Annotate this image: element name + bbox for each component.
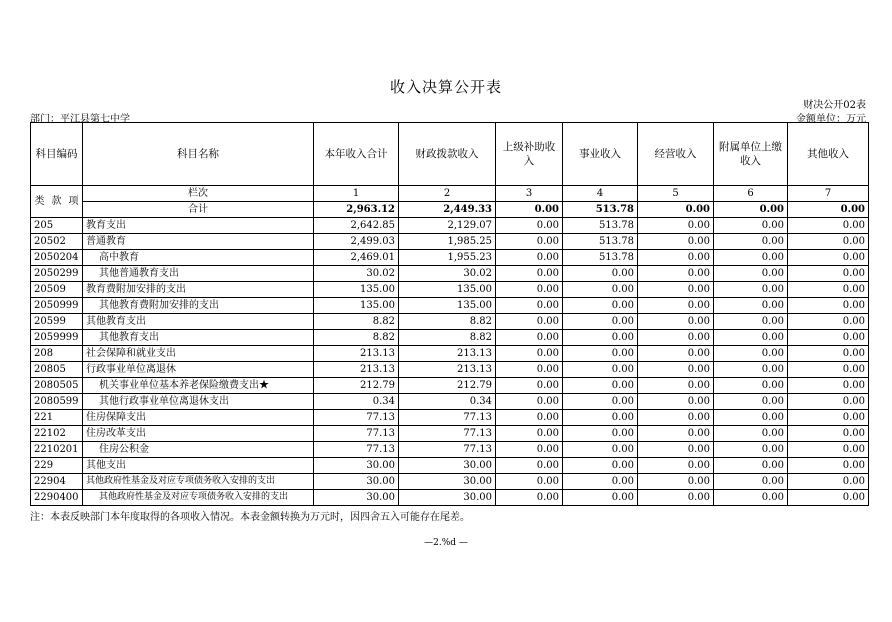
row-code: 20509 bbox=[31, 282, 83, 298]
row-value-3: 0.00 bbox=[496, 362, 563, 378]
row-value-6: 0.00 bbox=[714, 474, 788, 490]
row-name: 其他政府性基金及对应专项债务收入安排的支出 bbox=[83, 490, 314, 506]
row-code: 2059999 bbox=[31, 330, 83, 346]
lanci-num-2: 2 bbox=[399, 186, 496, 202]
row-code: 20599 bbox=[31, 314, 83, 330]
row-value-3: 0.00 bbox=[496, 474, 563, 490]
row-value-5: 0.00 bbox=[638, 394, 714, 410]
row-value-7: 0.00 bbox=[788, 362, 869, 378]
total-value-7: 0.00 bbox=[788, 202, 869, 218]
row-value-1: 213.13 bbox=[314, 362, 399, 378]
row-value-7: 0.00 bbox=[788, 378, 869, 394]
row-value-3: 0.00 bbox=[496, 394, 563, 410]
row-code: 208 bbox=[31, 346, 83, 362]
row-name: 社会保障和就业支出 bbox=[83, 346, 314, 362]
row-value-4: 0.00 bbox=[563, 442, 638, 458]
row-name: 教育费附加安排的支出 bbox=[83, 282, 314, 298]
row-value-3: 0.00 bbox=[496, 410, 563, 426]
header-col-6: 附属单位上缴收入 bbox=[714, 123, 788, 186]
row-value-2: 8.82 bbox=[399, 330, 496, 346]
total-value-4: 513.78 bbox=[563, 202, 638, 218]
row-value-2: 212.79 bbox=[399, 378, 496, 394]
row-value-6: 0.00 bbox=[714, 426, 788, 442]
row-value-2: 8.82 bbox=[399, 314, 496, 330]
row-value-3: 0.00 bbox=[496, 346, 563, 362]
total-row bbox=[31, 202, 869, 218]
row-value-1: 77.13 bbox=[314, 426, 399, 442]
row-value-5: 0.00 bbox=[638, 298, 714, 314]
row-value-5: 0.00 bbox=[638, 458, 714, 474]
row-name: 行政事业单位离退休 bbox=[83, 362, 314, 378]
row-value-3: 0.00 bbox=[496, 490, 563, 506]
row-value-3: 0.00 bbox=[496, 426, 563, 442]
lanci-num-4: 4 bbox=[563, 186, 638, 202]
table-row bbox=[31, 314, 869, 330]
row-value-1: 2,499.03 bbox=[314, 234, 399, 250]
row-value-2: 30.02 bbox=[399, 266, 496, 282]
total-value-1: 2,963.12 bbox=[314, 202, 399, 218]
row-value-3: 0.00 bbox=[496, 266, 563, 282]
lei-kuan-xiang-cell bbox=[31, 186, 83, 218]
row-value-1: 30.00 bbox=[314, 474, 399, 490]
row-value-7: 0.00 bbox=[788, 282, 869, 298]
row-value-7: 0.00 bbox=[788, 410, 869, 426]
row-code: 2050299 bbox=[31, 266, 83, 282]
row-value-3: 0.00 bbox=[496, 314, 563, 330]
income-table bbox=[30, 122, 869, 506]
row-value-1: 0.34 bbox=[314, 394, 399, 410]
row-value-4: 0.00 bbox=[563, 314, 638, 330]
table-row bbox=[31, 218, 869, 234]
row-value-7: 0.00 bbox=[788, 234, 869, 250]
page-title: 收入决算公开表 bbox=[389, 78, 502, 96]
row-value-5: 0.00 bbox=[638, 490, 714, 506]
row-value-1: 212.79 bbox=[314, 378, 399, 394]
table-row bbox=[31, 394, 869, 410]
row-value-7: 0.00 bbox=[788, 298, 869, 314]
table-row bbox=[31, 330, 869, 346]
row-value-6: 0.00 bbox=[714, 250, 788, 266]
row-code: 20502 bbox=[31, 234, 83, 250]
table-row bbox=[31, 362, 869, 378]
row-value-7: 0.00 bbox=[788, 218, 869, 234]
department-label: 部门：平江县第七中学 bbox=[30, 114, 130, 125]
form-code: 财决公开02表 bbox=[803, 100, 866, 111]
row-name: 其他行政事业单位离退休支出 bbox=[83, 394, 314, 410]
row-value-4: 0.00 bbox=[563, 474, 638, 490]
row-value-7: 0.00 bbox=[788, 458, 869, 474]
row-value-7: 0.00 bbox=[788, 314, 869, 330]
lanci-num-1: 1 bbox=[314, 186, 399, 202]
row-value-5: 0.00 bbox=[638, 474, 714, 490]
table-row bbox=[31, 378, 869, 394]
row-value-1: 30.02 bbox=[314, 266, 399, 282]
row-value-2: 213.13 bbox=[399, 362, 496, 378]
footnote: 注：本表反映部门本年度取得的各项收入情况。本表金额转换为万元时，因四舍五入可能存在尾差。 bbox=[30, 512, 470, 523]
table-row bbox=[31, 410, 869, 426]
row-value-2: 1,985.25 bbox=[399, 234, 496, 250]
table-row bbox=[31, 234, 869, 250]
row-value-2: 77.13 bbox=[399, 442, 496, 458]
row-value-4: 0.00 bbox=[563, 426, 638, 442]
header-col-1: 本年收入合计 bbox=[314, 123, 399, 186]
row-value-6: 0.00 bbox=[714, 266, 788, 282]
row-value-1: 77.13 bbox=[314, 410, 399, 426]
row-code: 2290400 bbox=[31, 490, 83, 506]
row-name: 机关事业单位基本养老保险缴费支出★ bbox=[83, 378, 314, 394]
row-code: 2050999 bbox=[31, 298, 83, 314]
table-row bbox=[31, 298, 869, 314]
row-value-7: 0.00 bbox=[788, 442, 869, 458]
header-row bbox=[31, 123, 869, 186]
header-col-4: 事业收入 bbox=[563, 123, 638, 186]
row-value-4: 513.78 bbox=[563, 250, 638, 266]
row-name: 其他教育支出 bbox=[83, 314, 314, 330]
row-value-6: 0.00 bbox=[714, 330, 788, 346]
row-value-6: 0.00 bbox=[714, 282, 788, 298]
row-value-1: 135.00 bbox=[314, 298, 399, 314]
unit-label: 金额单位：万元 bbox=[796, 114, 866, 125]
row-value-1: 213.13 bbox=[314, 346, 399, 362]
row-value-1: 2,469.01 bbox=[314, 250, 399, 266]
total-value-6: 0.00 bbox=[714, 202, 788, 218]
row-value-6: 0.00 bbox=[714, 234, 788, 250]
lanci-label: 栏次 bbox=[83, 186, 314, 202]
row-code: 2050204 bbox=[31, 250, 83, 266]
row-value-1: 135.00 bbox=[314, 282, 399, 298]
row-value-3: 0.00 bbox=[496, 218, 563, 234]
row-value-2: 30.00 bbox=[399, 458, 496, 474]
row-value-4: 0.00 bbox=[563, 282, 638, 298]
row-value-3: 0.00 bbox=[496, 282, 563, 298]
row-value-6: 0.00 bbox=[714, 490, 788, 506]
header-col-2: 财政拨款收入 bbox=[399, 123, 496, 186]
row-value-4: 0.00 bbox=[563, 378, 638, 394]
header-code: 科目编码 bbox=[31, 123, 83, 186]
row-value-6: 0.00 bbox=[714, 346, 788, 362]
lanci-num-5: 5 bbox=[638, 186, 714, 202]
row-code: 2080599 bbox=[31, 394, 83, 410]
kuan-label: 款 bbox=[51, 196, 62, 207]
row-value-4: 0.00 bbox=[563, 346, 638, 362]
row-name: 住房保障支出 bbox=[83, 410, 314, 426]
row-value-5: 0.00 bbox=[638, 426, 714, 442]
row-value-2: 213.13 bbox=[399, 346, 496, 362]
row-value-6: 0.00 bbox=[714, 394, 788, 410]
row-value-7: 0.00 bbox=[788, 346, 869, 362]
table-row bbox=[31, 282, 869, 298]
row-name: 高中教育 bbox=[83, 250, 314, 266]
total-label: 合计 bbox=[83, 202, 314, 218]
table-row bbox=[31, 458, 869, 474]
row-value-4: 0.00 bbox=[563, 330, 638, 346]
header-col-3: 上级补助收入 bbox=[496, 123, 563, 186]
row-name: 住房公积金 bbox=[83, 442, 314, 458]
row-name: 其他教育费附加安排的支出 bbox=[83, 298, 314, 314]
lanci-num-7: 7 bbox=[788, 186, 869, 202]
row-code: 22102 bbox=[31, 426, 83, 442]
total-value-3: 0.00 bbox=[496, 202, 563, 218]
row-value-2: 77.13 bbox=[399, 410, 496, 426]
row-value-2: 30.00 bbox=[399, 490, 496, 506]
total-value-5: 0.00 bbox=[638, 202, 714, 218]
table-row bbox=[31, 474, 869, 490]
lanci-num-3: 3 bbox=[496, 186, 563, 202]
row-value-5: 0.00 bbox=[638, 362, 714, 378]
header-name: 科目名称 bbox=[83, 123, 314, 186]
row-name: 普通教育 bbox=[83, 234, 314, 250]
row-value-2: 0.34 bbox=[399, 394, 496, 410]
row-value-5: 0.00 bbox=[638, 234, 714, 250]
row-value-5: 0.00 bbox=[638, 442, 714, 458]
page-number: —2.%d — bbox=[424, 538, 468, 548]
row-value-2: 30.00 bbox=[399, 474, 496, 490]
table-row bbox=[31, 426, 869, 442]
row-value-7: 0.00 bbox=[788, 250, 869, 266]
row-value-4: 0.00 bbox=[563, 458, 638, 474]
row-value-1: 30.00 bbox=[314, 458, 399, 474]
row-code: 22904 bbox=[31, 474, 83, 490]
row-value-3: 0.00 bbox=[496, 250, 563, 266]
row-value-4: 513.78 bbox=[563, 234, 638, 250]
table-row bbox=[31, 266, 869, 282]
row-value-3: 0.00 bbox=[496, 442, 563, 458]
row-value-2: 2,129.07 bbox=[399, 218, 496, 234]
row-code: 205 bbox=[31, 218, 83, 234]
row-value-7: 0.00 bbox=[788, 330, 869, 346]
row-value-7: 0.00 bbox=[788, 474, 869, 490]
row-code: 2080505 bbox=[31, 378, 83, 394]
row-value-3: 0.00 bbox=[496, 298, 563, 314]
row-value-2: 77.13 bbox=[399, 426, 496, 442]
lanci-row bbox=[31, 186, 869, 202]
row-value-6: 0.00 bbox=[714, 314, 788, 330]
row-value-5: 0.00 bbox=[638, 250, 714, 266]
row-value-7: 0.00 bbox=[788, 266, 869, 282]
row-value-5: 0.00 bbox=[638, 346, 714, 362]
row-code: 221 bbox=[31, 410, 83, 426]
row-value-1: 2,642.85 bbox=[314, 218, 399, 234]
row-value-1: 30.00 bbox=[314, 490, 399, 506]
row-name: 其他支出 bbox=[83, 458, 314, 474]
row-value-6: 0.00 bbox=[714, 410, 788, 426]
row-value-6: 0.00 bbox=[714, 442, 788, 458]
row-code: 2210201 bbox=[31, 442, 83, 458]
row-value-6: 0.00 bbox=[714, 298, 788, 314]
row-value-4: 513.78 bbox=[563, 218, 638, 234]
row-value-5: 0.00 bbox=[638, 218, 714, 234]
row-value-6: 0.00 bbox=[714, 378, 788, 394]
row-value-5: 0.00 bbox=[638, 266, 714, 282]
row-value-3: 0.00 bbox=[496, 330, 563, 346]
row-value-6: 0.00 bbox=[714, 218, 788, 234]
row-value-6: 0.00 bbox=[714, 362, 788, 378]
row-value-1: 77.13 bbox=[314, 442, 399, 458]
table-row bbox=[31, 250, 869, 266]
row-value-2: 135.00 bbox=[399, 298, 496, 314]
row-value-5: 0.00 bbox=[638, 378, 714, 394]
row-value-3: 0.00 bbox=[496, 458, 563, 474]
total-value-2: 2,449.33 bbox=[399, 202, 496, 218]
row-value-2: 135.00 bbox=[399, 282, 496, 298]
row-value-7: 0.00 bbox=[788, 490, 869, 506]
row-value-4: 0.00 bbox=[563, 394, 638, 410]
row-value-6: 0.00 bbox=[714, 458, 788, 474]
row-value-5: 0.00 bbox=[638, 410, 714, 426]
row-value-7: 0.00 bbox=[788, 394, 869, 410]
row-name: 教育支出 bbox=[83, 218, 314, 234]
row-value-5: 0.00 bbox=[638, 282, 714, 298]
row-name: 住房改革支出 bbox=[83, 426, 314, 442]
row-value-4: 0.00 bbox=[563, 298, 638, 314]
row-value-4: 0.00 bbox=[563, 266, 638, 282]
row-value-2: 1,955.23 bbox=[399, 250, 496, 266]
row-value-4: 0.00 bbox=[563, 410, 638, 426]
row-value-4: 0.00 bbox=[563, 490, 638, 506]
row-code: 229 bbox=[31, 458, 83, 474]
table-row bbox=[31, 346, 869, 362]
row-value-3: 0.00 bbox=[496, 234, 563, 250]
lanci-num-6: 6 bbox=[714, 186, 788, 202]
row-value-4: 0.00 bbox=[563, 362, 638, 378]
row-value-7: 0.00 bbox=[788, 426, 869, 442]
lei-label: 类 bbox=[34, 196, 45, 207]
table-row bbox=[31, 442, 869, 458]
row-name: 其他教育支出 bbox=[83, 330, 314, 346]
row-value-3: 0.00 bbox=[496, 378, 563, 394]
row-name: 其他普通教育支出 bbox=[83, 266, 314, 282]
row-value-1: 8.82 bbox=[314, 314, 399, 330]
row-value-1: 8.82 bbox=[314, 330, 399, 346]
xiang-label: 项 bbox=[68, 196, 79, 207]
row-code: 20805 bbox=[31, 362, 83, 378]
row-name: 其他政府性基金及对应专项债务收入安排的支出 bbox=[83, 474, 314, 490]
header-col-7: 其他收入 bbox=[788, 123, 869, 186]
row-value-5: 0.00 bbox=[638, 330, 714, 346]
table-row bbox=[31, 490, 869, 506]
row-value-5: 0.00 bbox=[638, 314, 714, 330]
header-col-5: 经营收入 bbox=[638, 123, 714, 186]
